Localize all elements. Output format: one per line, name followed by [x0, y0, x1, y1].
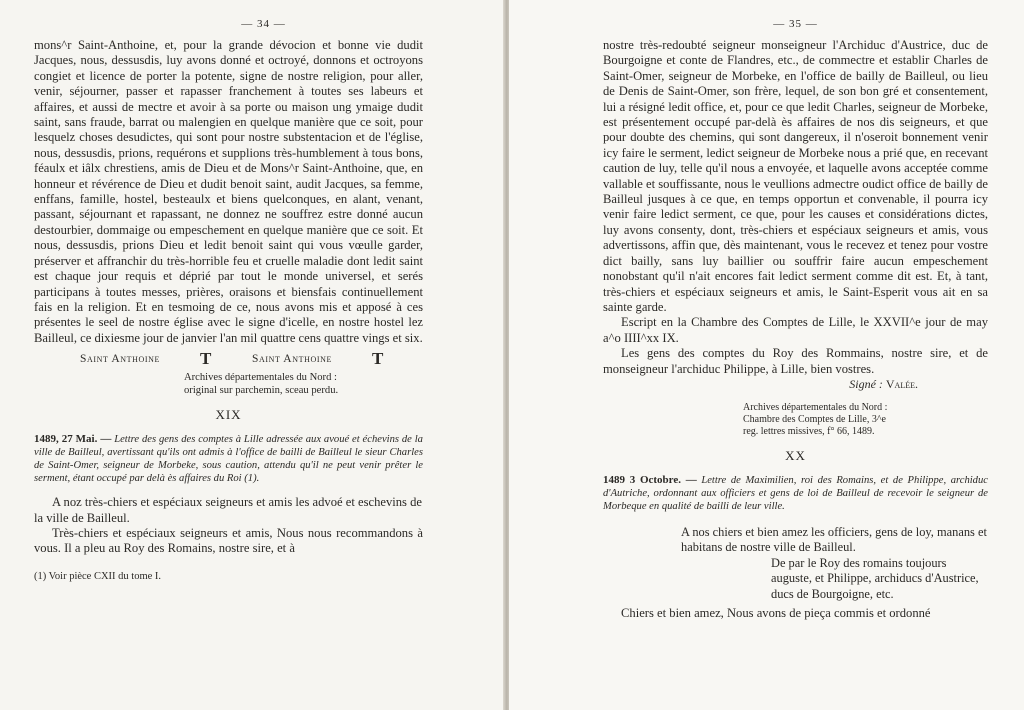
archive-line: reg. lettres missives, f° 66, 1489.: [743, 425, 875, 437]
signed-label: Signé :: [849, 376, 883, 391]
signature-name: Saint Anthoine: [251, 353, 332, 366]
address-line: A nos chiers et bien amez les officiers, gens de loy, manans et habitans de nostre ville de Bailleul.: [681, 524, 987, 555]
signed-name: Valée.: [885, 376, 918, 391]
opening-line: Très-chiers et espéciaux seigneurs et amis, Nous nous recommandons à vous. Il a pleu au Roy des Romains, nostre sire, et à: [34, 525, 423, 556]
closing-sender: Les gens des comptes du Roy des Rommains, nostre sire, et de monseigneur l'archiduc Philippe, à Lille, bien vostres.: [603, 346, 988, 376]
archive-line: original sur parchemin, sceau perdu.: [184, 385, 339, 397]
salutation: A noz très-chiers et espéciaux seigneurs et amis les advoé et eschevins de la ville de Bailleul.: [34, 495, 422, 525]
main-paragraph: [34, 38, 423, 346]
archive-note: [184, 371, 423, 397]
summary-text: Lettre des gens des comptes à Lille adressée aux avoué et échevins de la ville de Bailleul, avertissant qu'ils ont admis à l'office de bailli de Bailleul le sieur Charles de Saint-Omer, seigneur de Morbeke, sous caution, attendu qu'il ne peut venir prêter le serment, étant occupé par delà ès affaires du Roi (1).: [34, 434, 423, 485]
paragraph-text: nostre très-redoubté seigneur monseigneur l'Archiduc d'Austrice, duc de Bourgoigne et conte de Flandres, etc., de commectre et establir Charles de Saint-Omer, seigneur de Morbeke, en l'office de bailly de Bailleul, ou lieu de Denis de Saint-Omer, son frère, lequel, de son bon gré et consentement, lui a résigné ledit office, et, pour ce que ledit Charles, seigneur de Morbeke, est présentement occupé par-delà ès affaires de nos dis seigneurs, et que pour doubte des chemins, qui sont dangereux, il n'oseroit bonnement venir icy faire le serment, ledict seigneur de Morbeke nous a prié que, en recevant caution de luy, telle qu'il nous a envoyée, et laquelle avons acceptée comme vallable et souffissante, nous le veullions admectre oudict office de bailly de Bailleul jusques à ce que, en temps opportun et convenable, il pourra icy venir faire ledict serment, ce que, pour les causes et considérations dictes, luy avons consenty, dont, très-chiers et espéciaux seigneurs et amis, vous advertissons, affin que, dès maintenant, vous le recevez et tenez pour vostre dict bailly, sans luy baillier ou souffrir faire aucun empeschement nonobstant qu'il n'ait encores fait ledict serment comme dit est. Et, à tant, très-chiers et espéciaux seigneurs et amis, le Saint-Esperit vous ait en sa sainte garde.: [603, 38, 988, 314]
main-paragraph: [603, 38, 988, 377]
footnote: (1) Voir pièce CXII du tome I.: [34, 570, 162, 582]
document-summary: [603, 474, 988, 513]
archive-line: Archives départementales du Nord :: [184, 372, 337, 384]
archive-note: [743, 402, 988, 438]
right-page: [509, 0, 1024, 710]
archive-line: Chambre des Comptes de Lille, 3^e: [743, 413, 886, 425]
summary-date: 1489, 27 Mai. —: [34, 433, 112, 446]
archive-line: Archives départementales du Nord :: [743, 401, 888, 413]
address-line: De par le Roy des romains toujours auguste, et Philippe, archiducs d'Austrice, ducs de Bourgoigne, etc.: [771, 555, 979, 601]
opening-line: Chiers et bien amez, Nous avons de pieça commis et ordonné: [621, 605, 931, 620]
signature-mark: T: [371, 349, 384, 369]
section-number: XX: [785, 447, 806, 463]
paragraph-text: mons^r Saint-Anthoine, et, pour la grande dévocion et bonne vie dudit Jacques, nous, dessusdis, luy avons donné et octroyé, donnons et octroyons congiet et licence de porter la potente, signe de nostre religion, pour aller, venir, séjourner, passer et rapasser franchement à toutes ses labeurs et affaires, et aussi de mectre et avoir à sa porte ou maison ung ymaige dudit saint, sans fraude, barrat ou malengien en quelque manière que ce soit, pour lesquelz choses desudictes, qui sont pour nostre substentacion et de l'église, nous, dessusdis, prions, requérons et supplions très-humblement à tous bons, féaulx et iâlx chrestiens, amis de Dieu et de Mons^r Saint-Anthoine, que, en honneur et révérence de Dieu et dudit benoit saint, audit Jacques, sa femme, enffans, famille, hostel, besteaulx et biens quelconques, en alant, venant, passant, séjournant et rapassant, ne donnez ne souffrez estre donné aucun destourbier, dommaige ou empeschement en quelque manière que ce soit. Et nous, dessusdis, prions Dieu et ledit benoit saint qui vous vœulle garder, préserver et affranchir du très-horrible feu et cruelle maladie dont ledit saint est chaque jour requis et déprié par tout le monde universel, et serés participans à toutes messes, prières, oraisons et biensfais continuellement fais en la religion. Et en tesmoing de ce, nous avons mis et apposé à ces présentes le seel de nostre église avec le signe d'icelle, en nostre hostel lez Bailleul, ce dixiesme jour de janvier l'an mil quattre cens quattre vings et six.: [34, 38, 423, 345]
section-number: XIX: [215, 407, 242, 423]
signature-mark: T: [200, 349, 212, 369]
page-number: — 34 —: [241, 18, 286, 30]
left-page: [0, 0, 505, 710]
signature-row: [80, 349, 423, 369]
signature-line: [603, 377, 988, 392]
closing-place: Escript en la Chambre des Comptes de Lille, le XXVII^e jour de may a^o IIII^xx IX.: [603, 315, 988, 345]
document-summary: [34, 433, 423, 485]
summary-text: Lettre de Maximilien, roi des Romains, et de Philippe, archiduc d'Autriche, ordonnant aux officiers et gens de loi de Bailleul de recevoir le seigneur de Morbeque en qualité de bailli de leur ville.: [603, 474, 988, 512]
signature-name: Saint Anthoine: [80, 353, 160, 366]
summary-date: 1489 3 Octobre. —: [603, 473, 697, 486]
page-number: — 35 —: [773, 18, 818, 30]
